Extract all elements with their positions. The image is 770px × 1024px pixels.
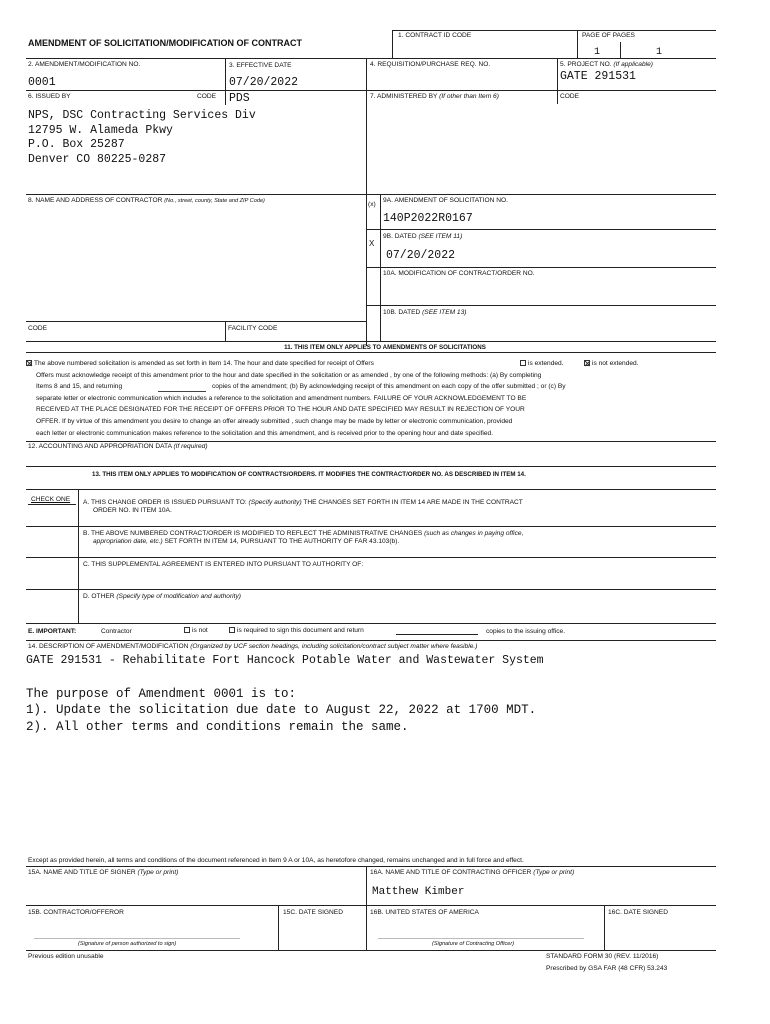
not-extended-option xyxy=(584,360,639,368)
item9a-value: 140P2022R0167 xyxy=(383,212,473,225)
address-line: 12795 W. Alameda Pkwy xyxy=(28,123,173,137)
project-no-label xyxy=(560,61,653,69)
item13b-text xyxy=(83,530,523,538)
item13b-line2 xyxy=(93,538,399,546)
except-text: Except as provided herein, all terms and conditions of the document referenced in Item 9 A or 10A, as heretofore changed, remains unchanged and in full force and effect. xyxy=(28,857,524,864)
project-no-label-note: (If applicable) xyxy=(613,61,653,68)
amendment-no-label: 2. AMENDMENT/MODIFICATION NO. xyxy=(28,61,141,68)
item11-line3b: copies of the amendment; (b) By acknowledging receipt of this amendment on each copy of the offer submitted ; or (c) By xyxy=(212,383,566,390)
page-number: 1 xyxy=(594,47,601,58)
item16a-label-main: 16A. NAME AND TITLE OF CONTRACTING OFFICER xyxy=(370,869,532,876)
item11-line1 xyxy=(26,359,374,369)
item9b-label-main: 9B. DATED xyxy=(383,233,417,240)
project-no-label-main: 5. PROJECT NO. xyxy=(560,61,612,68)
important-contractor: Contractor xyxy=(101,628,132,635)
item11-line3a: Items 8 and 15, and returning xyxy=(36,383,123,390)
important-label: E. IMPORTANT: xyxy=(28,628,77,635)
item14-line1: GATE 291531 - Rehabilitate Fort Hancock Potable Water and Wastewater System xyxy=(26,654,544,667)
contractor-code-label: CODE xyxy=(28,325,48,332)
contractor-signature-line[interactable] xyxy=(34,938,240,939)
extended-option xyxy=(520,360,564,368)
item13b-pre: B. THE ABOVE NUMBERED CONTRACT/ORDER IS MODIFIED TO REFLECT THE ADMINISTRATIVE CHANGES xyxy=(83,530,425,537)
item13b-line2-post: SET FORTH IN ITEM 14, PURSUANT TO THE AUTHORITY OF FAR 43.103(b). xyxy=(162,538,400,545)
project-no-value: GATE 291531 xyxy=(560,70,636,83)
contractor-signature-caption: (Signature of person authorized to sign) xyxy=(78,941,177,947)
item11-line6: OFFER. If by virtue of this amendment you desire to change an offer already submitted , such change may be made by letter or electronic communication, provided xyxy=(36,418,513,425)
form-title: AMENDMENT OF SOLICITATION/MODIFICATION OF CONTRACT xyxy=(28,38,302,48)
is-not-option xyxy=(184,627,208,635)
not-extended-text: is not extended. xyxy=(592,360,639,367)
item13d-note: (Specify type of modification and authority) xyxy=(116,593,241,600)
item13b-note: (such as changes in paying office, xyxy=(424,530,524,537)
footer-standard-form: STANDARD FORM 30 (REV. 11/2016) xyxy=(546,953,659,960)
item13c-text: C. THIS SUPPLEMENTAL AGREEMENT IS ENTERED INTO PURSUANT TO AUTHORITY OF: xyxy=(83,561,364,568)
item15a-label-main: 15A. NAME AND TITLE OF SIGNER xyxy=(28,869,136,876)
item9a-label: 9A. AMENDMENT OF SOLICITATION NO. xyxy=(383,197,508,204)
contractor-label-note: (No., street, county, State and ZIP Code) xyxy=(164,198,265,204)
extended-text: is extended. xyxy=(528,360,564,367)
is-required-checkbox[interactable] xyxy=(229,627,235,633)
extended-checkbox[interactable] xyxy=(520,360,526,366)
issued-by-address xyxy=(28,109,256,167)
address-line: NPS, DSC Contracting Services Div xyxy=(28,109,256,122)
item16a-label-note: (Type or print) xyxy=(533,869,575,876)
contractor-label xyxy=(28,197,265,205)
item11-line7: each letter or electronic communication makes reference to the solicitation and this amendment, and is received prior to the opening hour and date specified. xyxy=(36,430,494,437)
item13d-text xyxy=(83,593,241,601)
not-extended-checkbox[interactable] xyxy=(584,360,590,366)
page-label: PAGE OF PAGES xyxy=(582,32,635,39)
officer-signature-caption: (Signature of Contracting Officer) xyxy=(432,941,515,947)
item14-line3: 1). Update the solicitation due date to August 22, 2022 at 1700 MDT. xyxy=(26,703,537,717)
item10b-label xyxy=(383,309,466,317)
facility-code-label: FACILITY CODE xyxy=(228,325,278,332)
check-one-underline xyxy=(28,504,76,505)
address-line: Denver CO 80225-0287 xyxy=(28,152,167,166)
item11-line2: Offers must acknowledge receipt of this amendment prior to the hour and date specified in the solicitation or as amended , by one of the following methods: (a) By completing xyxy=(36,372,542,379)
item10b-label-note: (SEE ITEM 13) xyxy=(422,309,467,316)
item15c-label: 15C. DATE SIGNED xyxy=(283,909,343,916)
address-line: P.O. Box 25287 xyxy=(28,138,125,151)
administered-by-code-label: CODE xyxy=(560,93,580,100)
contractor-label-main: 8. NAME AND ADDRESS OF CONTRACTOR xyxy=(28,197,163,204)
item11-line5: RECEIVED AT THE PLACE DESIGNATED FOR THE RECEIPT OF OFFERS PRIOR TO THE HOUR AND DATE SPECIFIED MAY RESULT IN REJECTION OF YOUR xyxy=(36,406,525,413)
is-required-option xyxy=(229,627,364,635)
footer-previous-edition: Previous edition unusable xyxy=(28,953,104,960)
copies-count-blank[interactable] xyxy=(396,634,478,635)
is-not-text: is not xyxy=(192,627,208,634)
item13-header: 13. THIS ITEM ONLY APPLIES TO MODIFICATION OF CONTRACTS/ORDERS. IT MODIFIES THE CONTRACT/ORDER NO. AS DESCRIBED IN ITEM 14. xyxy=(92,471,526,478)
item10a-label: 10A. MODIFICATION OF CONTRACT/ORDER NO. xyxy=(383,270,535,277)
footer-prescribed-by: Prescribed by GSA FAR (48 CFR) 53.243 xyxy=(546,965,668,972)
item16a-label xyxy=(370,869,574,877)
item14-label xyxy=(28,643,477,651)
returning-copies-blank[interactable] xyxy=(158,391,206,392)
item14-line4: 2). All other terms and conditions remain the same. xyxy=(26,720,409,734)
item9b-label-note: (SEE ITEM 11) xyxy=(418,233,463,240)
officer-signature-line[interactable] xyxy=(378,938,584,939)
is-not-checkbox[interactable] xyxy=(184,627,190,633)
solicitation-amended-checkbox[interactable] xyxy=(26,360,32,366)
item9b-label xyxy=(383,233,462,241)
issued-by-code-label: CODE xyxy=(197,93,217,100)
item14-label-note: (Organized by UCF section headings, including solicitation/contract subject matter where feasible.) xyxy=(190,643,478,650)
item14-label-main: 14. DESCRIPTION OF AMENDMENT/MODIFICATION xyxy=(28,643,189,650)
item11-header: 11. THIS ITEM ONLY APPLIES TO AMENDMENTS OF SOLICITATIONS xyxy=(284,343,486,351)
item12-label xyxy=(28,443,208,451)
item13a-post: THE CHANGES SET FORTH IN ITEM 14 ARE MADE IN THE CONTRACT xyxy=(301,499,523,506)
item10b-label-main: 10B. DATED xyxy=(383,309,421,316)
item13a-pre: A. THIS CHANGE ORDER IS ISSUED PURSUANT TO: xyxy=(83,499,249,506)
item13a-text xyxy=(83,499,523,507)
administered-by-label-main: 7. ADMINISTERED BY xyxy=(370,93,438,100)
item15b-label: 15B. CONTRACTOR/OFFEROR xyxy=(28,909,124,916)
item15a-label xyxy=(28,869,178,877)
important-copies: copies to the issuing office. xyxy=(486,628,566,635)
amendment-no-value: 0001 xyxy=(28,76,56,89)
item13a-line2: ORDER NO. IN ITEM 10A. xyxy=(93,507,172,514)
item11-line4: separate letter or electronic communication which includes a reference to the solicitation and amendment numbers. FAILURE OF YOUR ACKNOWLEDGEMENT TO BE xyxy=(36,395,527,402)
item16b-label: 16B. UNITED STATES OF AMERICA xyxy=(370,909,479,916)
item9-x-mark: X xyxy=(369,239,375,248)
item11-line1-text: The above numbered solicitation is amended as set forth in Item 14. The hour and date specified for receipt of Offers xyxy=(34,360,374,367)
item9b-value: 07/20/2022 xyxy=(386,249,456,262)
administered-by-label xyxy=(370,93,499,101)
item15a-label-note: (Type or print) xyxy=(137,869,179,876)
item13a-note: (Specify authority) xyxy=(248,499,302,506)
item12-label-note: (If required) xyxy=(173,443,208,450)
contract-id-label: 1. CONTRACT ID CODE xyxy=(398,32,472,39)
effective-date-label: 3. EFFECTIVE DATE xyxy=(229,62,292,69)
issued-by-label: 6. ISSUED BY xyxy=(28,93,71,100)
check-one-label: CHECK ONE xyxy=(31,496,71,503)
administered-by-label-note: (If other than Item 6) xyxy=(439,93,499,100)
item14-line2: The purpose of Amendment 0001 is to: xyxy=(26,687,297,701)
effective-date-value: 07/20/2022 xyxy=(229,76,299,89)
item13b-line2-note: appropriation date, etc.) xyxy=(93,538,163,545)
requisition-label: 4. REQUISITION/PURCHASE REQ. NO. xyxy=(370,61,491,68)
contracting-officer-name: Matthew Kimber xyxy=(372,886,465,898)
item9-x-label: (x) xyxy=(368,201,376,208)
item16c-label: 16C. DATE SIGNED xyxy=(608,909,668,916)
pages-total: 1 xyxy=(656,47,663,58)
item13d-pre: D. OTHER xyxy=(83,593,117,600)
item12-label-main: 12. ACCOUNTING AND APPROPRIATION DATA xyxy=(28,443,172,450)
is-required-text: is required to sign this document and return xyxy=(237,627,364,634)
issued-by-code: PDS xyxy=(229,92,250,105)
